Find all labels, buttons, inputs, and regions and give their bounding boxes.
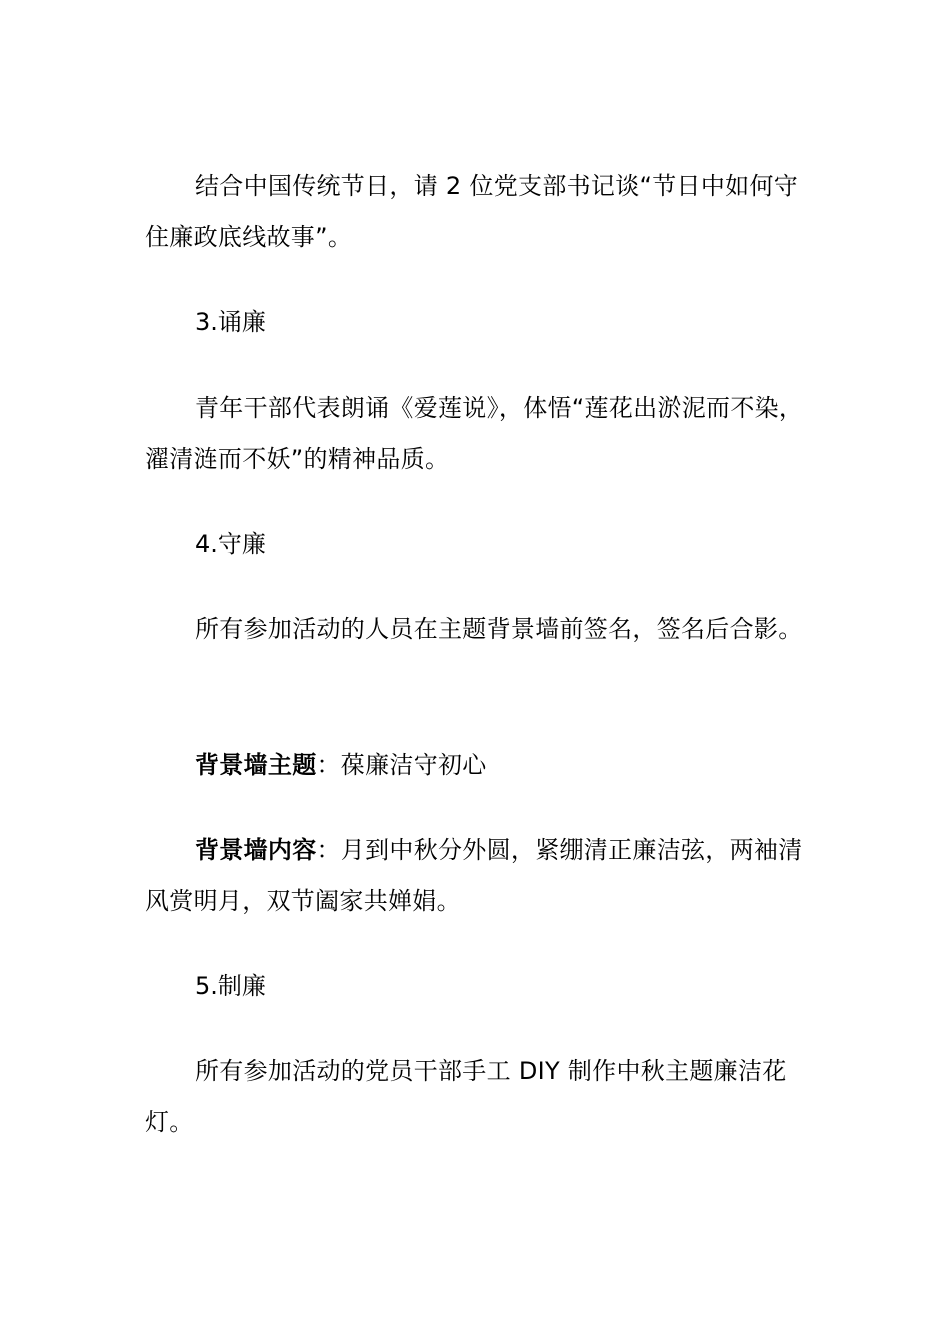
- wall-theme-label: 背景墙主题: [195, 751, 317, 779]
- heading-recite: 3.诵廉: [195, 308, 266, 336]
- paragraph-recite: 青年干部代表朗诵《爱莲说》，体悟“莲花出淤泥而不染，濯清涟而不妖”的精神品质。: [145, 394, 804, 473]
- wall-content-label: 背景墙内容: [195, 836, 317, 864]
- heading-make: 5.制廉: [195, 972, 266, 1000]
- paragraph-make: 所有参加活动的党员干部手工 DIY 制作中秋主题廉洁花灯。: [145, 1057, 787, 1136]
- paragraph-sign: 所有参加活动的人员在主题背景墙前签名，签名后合影。: [195, 615, 803, 643]
- paragraph-wall-theme: [145, 740, 805, 791]
- wall-content-value: ：月到中秋分外圆，紧绷清正廉洁弦，两袖清风赏明月，双节阖家共婵娟。: [145, 836, 803, 915]
- paragraph-talk: 结合中国传统节日，请 2 位党支部书记谈“节日中如何守住廉政底线故事”。: [145, 172, 799, 251]
- wall-theme-value: ：葆廉洁守初心: [316, 751, 487, 779]
- heading-guard: 4.守廉: [195, 530, 266, 558]
- paragraph-wall-content: [145, 825, 805, 927]
